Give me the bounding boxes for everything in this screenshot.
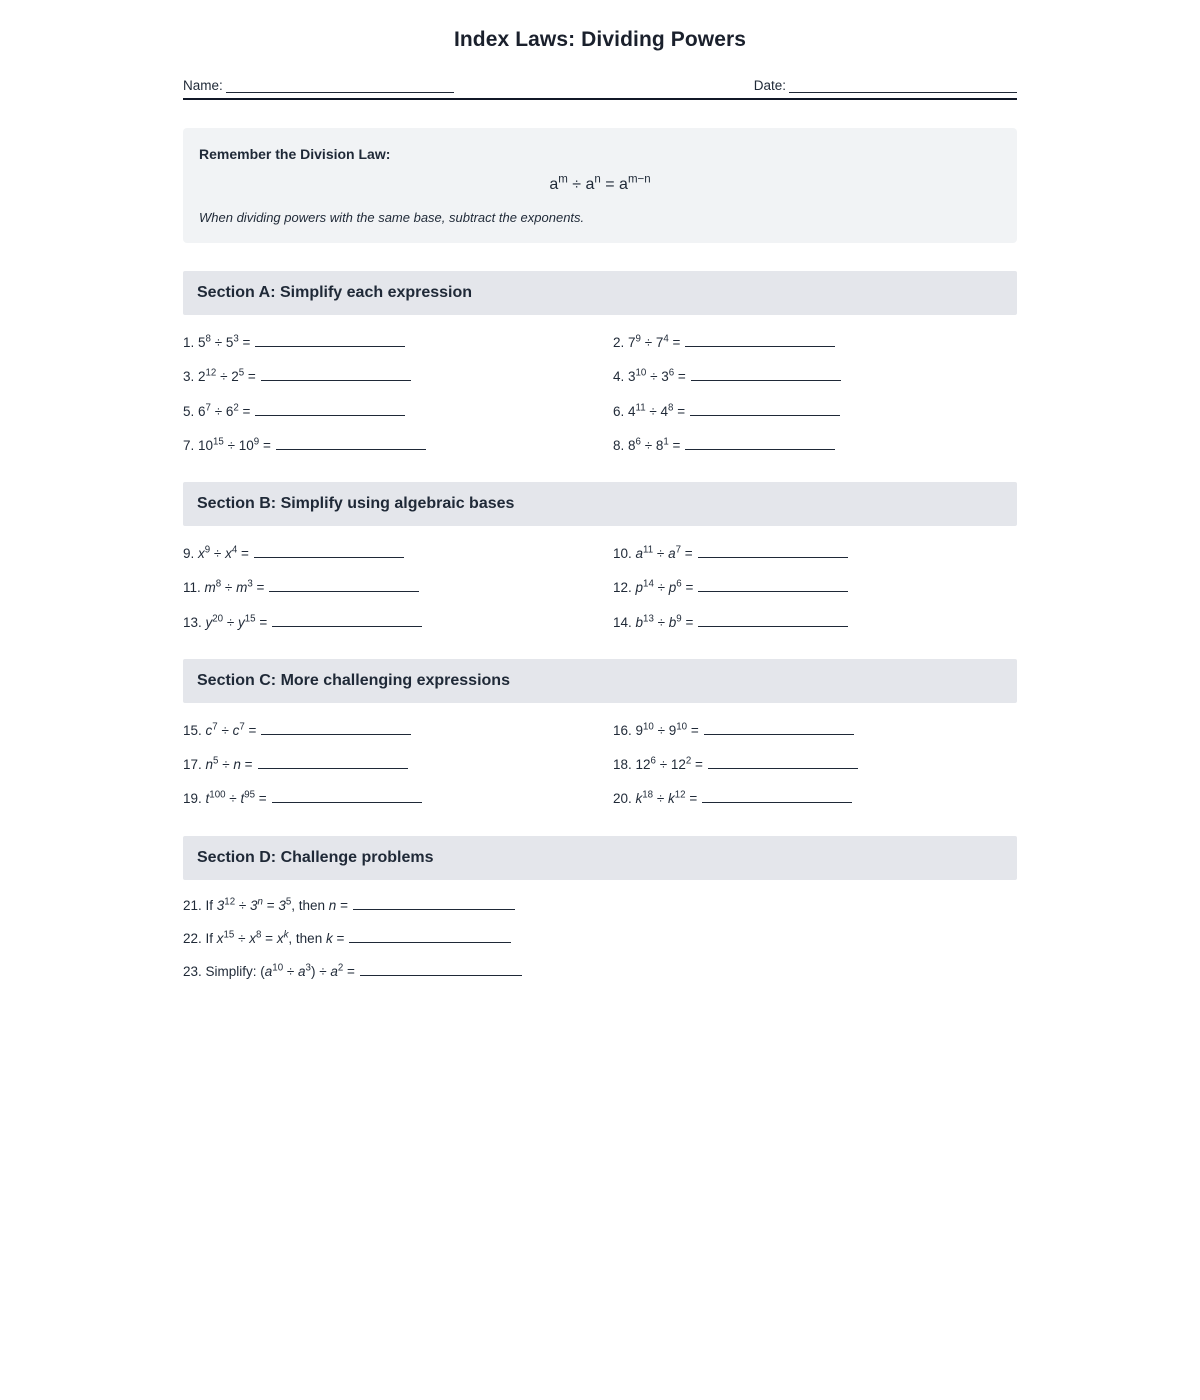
formula-equals: = <box>600 176 620 193</box>
problem-16-answer-blank[interactable] <box>704 722 854 735</box>
problem-item <box>183 896 1017 916</box>
date-field-group <box>754 78 1017 93</box>
problem-item <box>183 721 613 741</box>
problem-17-text: 17. $n^5 \div n$ = <box>183 755 253 772</box>
problem-4-answer-blank[interactable] <box>691 368 841 381</box>
problem-item <box>183 613 613 633</box>
problem-12-text: 12. $p^{14} \div p^6$ = <box>613 578 694 596</box>
problem-2-answer-blank[interactable] <box>685 334 835 347</box>
problem-item <box>613 755 1017 775</box>
problem-item <box>613 544 1017 564</box>
problem-19-answer-blank[interactable] <box>272 790 422 803</box>
problem-item <box>613 578 1017 598</box>
problem-1-answer-blank[interactable] <box>255 334 405 347</box>
problem-17-answer-blank[interactable] <box>258 756 408 769</box>
problem-item <box>183 333 613 353</box>
problem-18-answer-blank[interactable] <box>708 756 858 769</box>
problem-5-answer-blank[interactable] <box>255 403 405 416</box>
problem-19-text: 19. $t^{100} \div t^{95}$ = <box>183 789 267 807</box>
problem-6-text: 6. $4^{11} \div 4^8$ = <box>613 402 686 419</box>
problem-item <box>183 367 613 387</box>
section-header-d: Section D: Challenge problems <box>183 836 1017 880</box>
problem-item <box>183 789 613 809</box>
problem-8-text: 8. $8^6 \div 8^1$ = <box>613 436 681 453</box>
date-input-blank[interactable] <box>789 79 1017 93</box>
remember-heading: Remember the Division Law: <box>199 146 391 162</box>
name-input-blank[interactable] <box>226 79 454 93</box>
problem-9-answer-blank[interactable] <box>254 545 404 558</box>
problem-18-text: 18. $12^6 \div 12^2$ = <box>613 755 703 772</box>
problem-23-answer-blank[interactable] <box>360 963 522 976</box>
problem-20-answer-blank[interactable] <box>702 790 852 803</box>
problem-23-text: 23. Simplify: $(a^{10} \div a^3) \div a^2$ = <box>183 962 355 979</box>
problem-13-text: 13. $y^{20} \div y^{15}$ = <box>183 613 268 630</box>
remember-box <box>183 128 1017 243</box>
formula-operator: ÷ <box>567 176 586 193</box>
problem-11-answer-blank[interactable] <box>269 579 419 592</box>
problem-item <box>613 333 1017 353</box>
problem-3-text: 3. $2^{12} \div 2^5$ = <box>183 367 256 385</box>
problem-9-text: 9. $x^9 \div x^4$ = <box>183 544 249 561</box>
problem-15-answer-blank[interactable] <box>261 722 411 735</box>
worksheet-content <box>183 78 1017 982</box>
section-c-problems <box>183 721 1017 810</box>
section-header-c: Section C: More challenging expressions <box>183 659 1017 703</box>
header-divider <box>183 98 1017 100</box>
problem-5-text: 5. $6^7 \div 6^2$ = <box>183 402 251 419</box>
problem-item <box>183 544 613 564</box>
problem-item <box>613 721 1017 741</box>
problem-3-answer-blank[interactable] <box>261 368 411 381</box>
problem-item <box>613 367 1017 387</box>
section-header-a: Section A: Simplify each expression <box>183 271 1017 315</box>
section-d-problems <box>183 896 1017 983</box>
problem-10-text: 10. $a^{11} \div a^7$ = <box>613 544 693 561</box>
problem-21-text: 21. If $3^{12} \div 3^n = 3^5$, then n = <box>183 896 348 913</box>
problem-8-answer-blank[interactable] <box>685 437 835 450</box>
name-date-row <box>183 78 1017 98</box>
problem-22-answer-blank[interactable] <box>349 930 511 943</box>
problem-12-answer-blank[interactable] <box>698 579 848 592</box>
problem-6-answer-blank[interactable] <box>690 403 840 416</box>
formula-exp-1: m <box>558 173 568 186</box>
problem-7-answer-blank[interactable] <box>276 437 426 450</box>
problem-item <box>613 402 1017 422</box>
problem-item <box>183 436 613 456</box>
problem-item <box>183 578 613 598</box>
problem-16-text: 16. $9^{10} \div 9^{10}$ = <box>613 721 699 738</box>
problem-7-text: 7. $10^{15} \div 10^9$ = <box>183 436 271 453</box>
problem-20-text: 20. $k^{18} \div k^{12}$ = <box>613 789 698 807</box>
section-header-b: Section B: Simplify using algebraic bases <box>183 482 1017 526</box>
name-field-group <box>183 78 454 93</box>
problem-11-text: 11. $m^8 \div m^3$ = <box>183 578 265 596</box>
formula-base-3: a <box>619 176 628 193</box>
problem-22-text: 22. If $x^{15} \div x^8 = x^k$, then k = <box>183 929 345 946</box>
remember-note: When dividing powers with the same base, subtract the exponents. <box>199 210 585 225</box>
section-a-problems <box>183 333 1017 456</box>
problem-item <box>613 789 1017 809</box>
problem-13-answer-blank[interactable] <box>272 614 422 627</box>
problem-14-text: 14. $b^{13} \div b^9$ = <box>613 613 694 630</box>
page-title: Index Laws: Dividing Powers <box>453 28 747 51</box>
formula-exp-2: n <box>594 173 601 186</box>
problem-item <box>613 436 1017 456</box>
problem-4-text: 4. $3^{10} \div 3^6$ = <box>613 367 686 385</box>
problem-14-answer-blank[interactable] <box>698 614 848 627</box>
problem-item <box>613 613 1017 633</box>
problem-1-text: 1. $5^8 \div 5^3$ = <box>183 333 251 350</box>
division-law-formula <box>199 173 1001 194</box>
problem-2-text: 2. $7^9 \div 7^4$ = <box>613 333 681 350</box>
problem-item <box>183 755 613 775</box>
problem-item <box>183 962 1017 982</box>
formula-base-1: a <box>549 176 559 193</box>
section-b-problems <box>183 544 1017 633</box>
formula-exp-3: m−n <box>627 173 651 186</box>
problem-21-answer-blank[interactable] <box>353 897 515 910</box>
name-label: Name: <box>183 78 223 93</box>
problem-10-answer-blank[interactable] <box>698 545 848 558</box>
date-label: Date: <box>753 78 786 93</box>
problem-item <box>183 929 1017 949</box>
problem-15-text: 15. $c^7 \div c^7$ = <box>183 721 257 738</box>
formula-base-2: a <box>585 176 595 193</box>
problem-item <box>183 402 613 422</box>
